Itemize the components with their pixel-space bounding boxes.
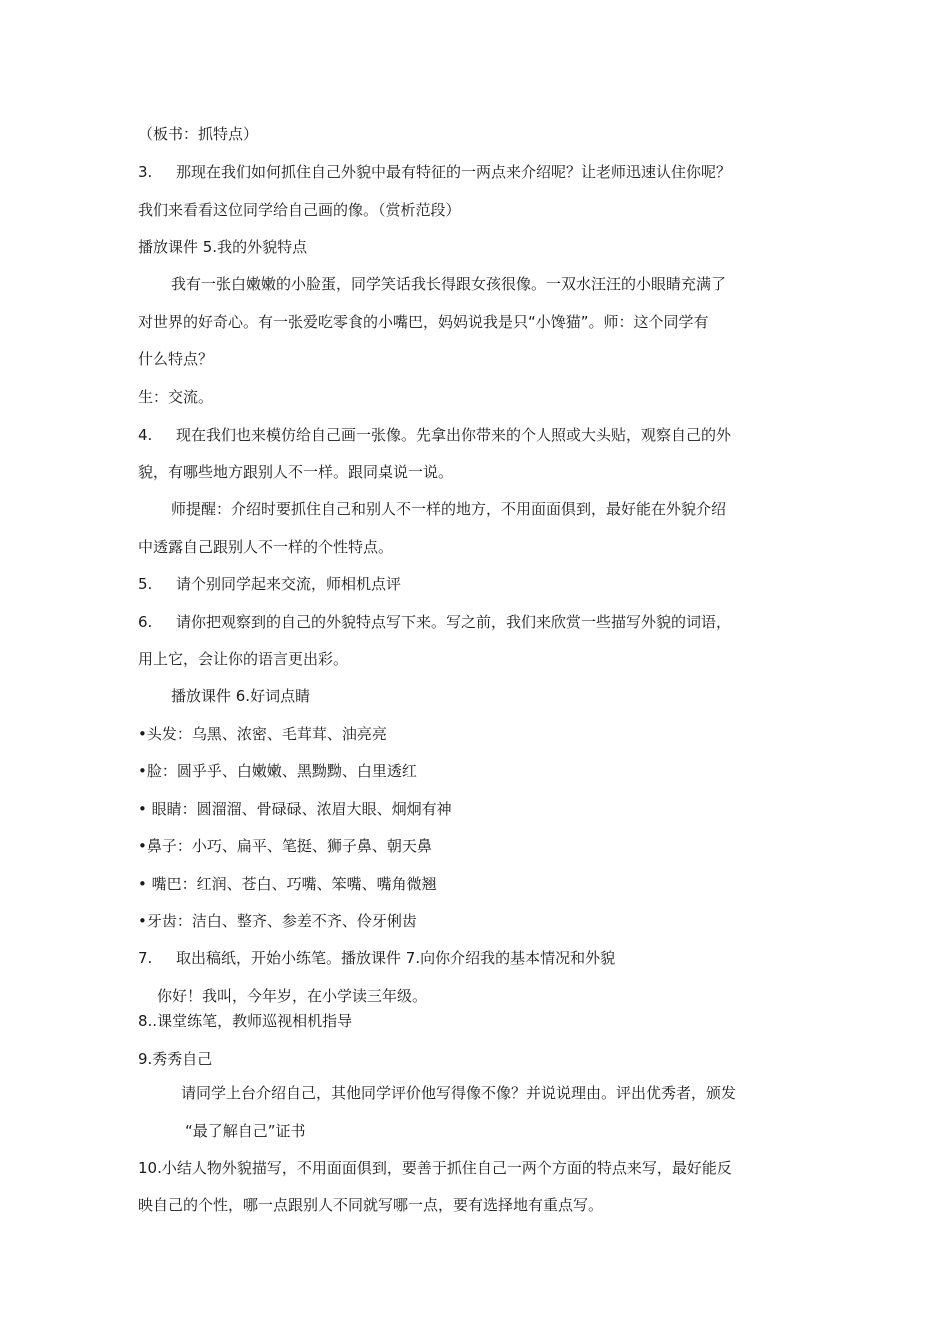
step-number: 5. — [138, 575, 153, 593]
teacher-tip-line-2: 中透露自己跟别人不一样的个性特点。 — [138, 538, 394, 556]
sample-paragraph-line-3: 什么特点？ — [138, 350, 214, 368]
step-number: 4. — [138, 426, 153, 444]
step-10-line-2: 映自己的个性，哪一点跟别人不同就写哪一点，要有选择地有重点写。 — [138, 1196, 604, 1214]
step-6-text: 请你把观察到的自己的外貌特点写下来。写之前，我们来欣赏一些描写外貌的词语， — [176, 613, 732, 631]
step-number: 6. — [138, 613, 153, 631]
step-6-line-1 — [138, 612, 818, 632]
word-list-mouth: • 嘴巴：红润、苍白、巧嘴、笨嘴、嘴角微翘 — [138, 875, 437, 893]
word-list-eyes: • 眼睛：圆溜溜、骨碌碌、浓眉大眼、炯炯有神 — [138, 800, 452, 818]
word-list-nose: •鼻子：小巧、扁平、笔挺、狮子鼻、朝天鼻 — [138, 837, 432, 855]
word-list-face: •脸：圆乎乎、白嫩嫩、黑黝黝、白里透红 — [138, 762, 417, 780]
step-3-line-2: 我们来看看这位同学给自己画的像。（赏析范段） — [138, 201, 461, 219]
step-3-text: 那现在我们如何抓住自己外貌中最有特征的一两点来介绍呢？让老师迅速认住你呢？ — [176, 163, 732, 181]
student-exchange: 生：交流。 — [138, 388, 214, 406]
step-5 — [138, 574, 818, 594]
step-4-line-2: 貌，有哪些地方跟别人不一样。跟同桌说一说。 — [138, 463, 454, 481]
step-4-text: 现在我们也来模仿给自己画一张像。先拿出你带来的个人照或大头贴，观察自己的外 — [176, 426, 732, 444]
step-4-line-1 — [138, 425, 818, 445]
sample-paragraph-line-2: 对世界的好奇心。有一张爱吃零食的小嘴巴，妈妈说我是只“小馋猫”。师：这个同学有 — [138, 313, 709, 331]
step-9-line-1: 请同学上台介绍自己，其他同学评价他写得像不像？并说说理由。评出优秀者，颁发 — [181, 1084, 737, 1102]
step-8: 8..课堂练笔，教师巡视相机指导 — [138, 1012, 353, 1030]
step-3-line-1 — [138, 162, 818, 182]
step-5-text: 请个别同学起来交流，师相机点评 — [176, 575, 402, 593]
word-list-teeth: •牙齿：洁白、整齐、参差不齐、伶牙俐齿 — [138, 912, 417, 930]
courseware-6: 播放课件 6.好词点睛 — [171, 687, 311, 705]
step-10-line-1: 10.小结人物外貌描写，不用面面俱到，要善于抓住自己一两个方面的特点来写，最好能反 — [138, 1159, 732, 1177]
step-number: 3. — [138, 163, 153, 181]
greeting-template: 你好！我叫，今年岁，在小学读三年级。 — [157, 987, 428, 1005]
courseware-5: 播放课件 5.我的外貌特点 — [138, 238, 308, 256]
step-7 — [138, 948, 818, 968]
step-9-line-2: “最了解自己”证书 — [185, 1122, 306, 1140]
word-list-hair: •头发：乌黑、浓密、毛茸茸、油亮亮 — [138, 725, 387, 743]
step-6-line-2: 用上它，会让你的语言更出彩。 — [138, 650, 349, 668]
step-7-text: 取出稿纸，开始小练笔。播放课件 7.向你介绍我的基本情况和外貌 — [176, 949, 616, 967]
sample-paragraph-line-1: 我有一张白嫩嫩的小脸蛋，同学笑话我长得跟女孩很像。一双水汪汪的小眼睛充满了 — [171, 275, 727, 293]
board-note: （板书：抓特点） — [138, 125, 259, 143]
teacher-tip-line-1: 师提醒：介绍时要抓住自己和别人不一样的地方，不用面面俱到，最好能在外貌介绍 — [171, 500, 727, 518]
step-number: 7. — [138, 949, 153, 967]
step-9: 9.秀秀自己 — [138, 1050, 213, 1068]
